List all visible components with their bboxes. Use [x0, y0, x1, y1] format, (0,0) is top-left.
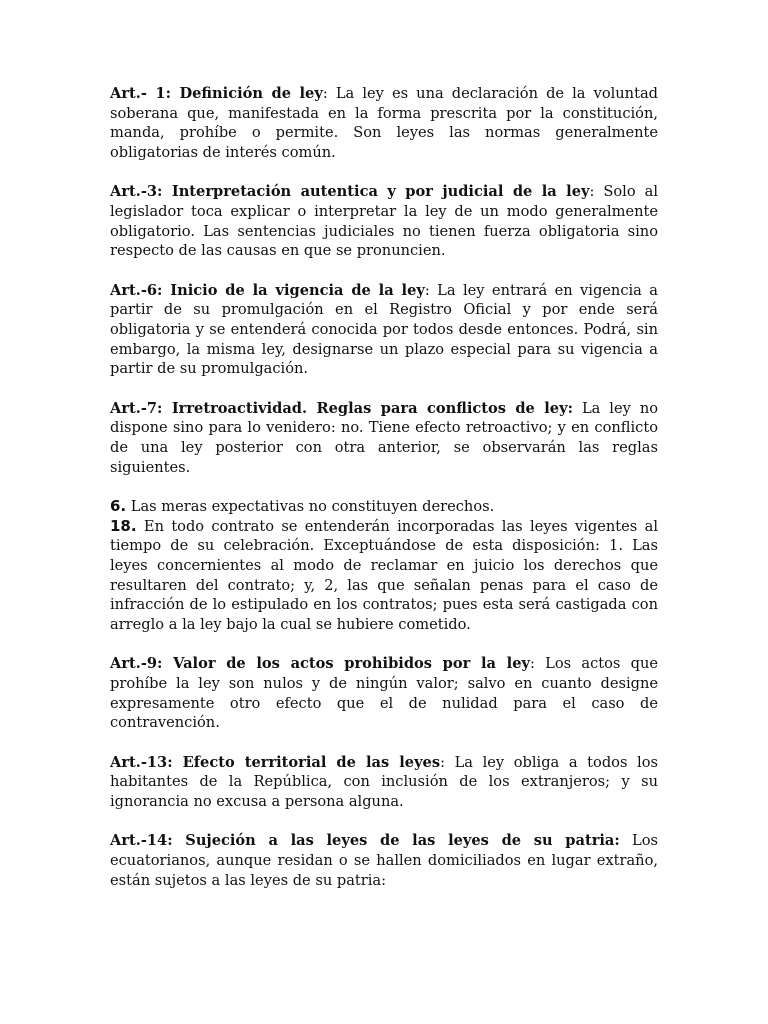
- article-separator: :: [322, 85, 336, 102]
- article-heading: Art.-9: Valor de los actos prohibidos por la ley: [110, 655, 530, 673]
- article-text: Los ecuatorianos, aunque residan o se hallen domiciliados en lugar extraño, están sujetos a las leyes de su patria:: [110, 832, 658, 889]
- rule-number: 18.: [110, 516, 137, 535]
- article-heading: Art.-3: Interpretación autentica y por judicial de la ley: [110, 183, 590, 201]
- article-6: [110, 281, 658, 380]
- article-13: [110, 753, 658, 812]
- rule-text: Las meras expectativas no constituyen derechos.: [130, 497, 495, 515]
- article-9: [110, 654, 658, 733]
- rule-number: 6.: [110, 496, 127, 515]
- rule-18: [110, 517, 658, 635]
- article-7: [110, 399, 658, 478]
- article-text: La ley entrará en vigencia a partir de su promulgación en el Registro Oficial y por ende será obligatoria y se entenderá conocida por todos desde entonces. Podrá, sin embargo, la misma ley, designarse un plazo especial para su vigencia a partir de su promulgación.: [110, 281, 658, 378]
- document-body: [110, 84, 658, 910]
- article-3: [110, 182, 658, 261]
- article-text: Solo al legislador toca explicar o interpretar la ley de un modo generalmente obligatorio. Las sentencias judiciales no tienen fuerza obligatoria sino respecto de las causas en que se pronuncien.: [110, 183, 658, 260]
- article-separator: :: [424, 281, 438, 299]
- article-heading: Art.-13: Efecto territorial de las leyes: [110, 753, 441, 771]
- article-heading: Art.-6: Inicio de la vigencia de la ley: [110, 281, 425, 299]
- article-separator: [620, 832, 632, 849]
- article-heading: Art.- 1: Definición de ley: [110, 85, 323, 102]
- article-1: [110, 84, 658, 163]
- article-separator: :: [589, 183, 604, 201]
- rule-6: [110, 497, 658, 517]
- article-separator: [573, 400, 582, 417]
- rule-text: En todo contrato se entenderán incorporadas las leyes vigentes al tiempo de su celebración. Exceptuándose de esta disposición: 1. Las leyes concernientes al modo de reclamar en juicio los derechos que resultaren del contrato; y, 2, las que señalan penas para el caso de infracción de lo estipulado en los contratos; pues esta será castigada con arreglo a la ley bajo la cual se hubiere cometido.: [110, 517, 658, 634]
- article-text: Los actos que prohíbe la ley son nulos y de ningún valor; salvo en cuanto designe expresamente otro efecto que el de nulidad para el caso de contravención.: [110, 655, 659, 732]
- article-separator: :: [529, 655, 546, 673]
- article-heading: Art.-7: Irretroactividad. Reglas para conflictos de ley:: [110, 399, 573, 417]
- article-separator: :: [440, 753, 455, 771]
- article-14: [110, 831, 658, 890]
- article-heading: Art.-14: Sujeción a las leyes de las leyes de su patria:: [110, 832, 620, 850]
- article-text: La ley obliga a todos los habitantes de la República, con inclusión de los extranjeros; y su ignorancia no excusa a persona alguna.: [110, 753, 658, 811]
- article-text: La ley no dispone sino para lo venidero: no. Tiene efecto retroactivo; y en conflicto de una ley posterior con otra anterior, se observarán las reglas siguientes.: [110, 399, 659, 476]
- article-text: La ley es una declaración de la voluntad soberana que, manifestada en la forma prescrita por la constitución, manda, prohíbe o permite. Son leyes las normas generalmente obligatorias de interés común.: [110, 85, 658, 162]
